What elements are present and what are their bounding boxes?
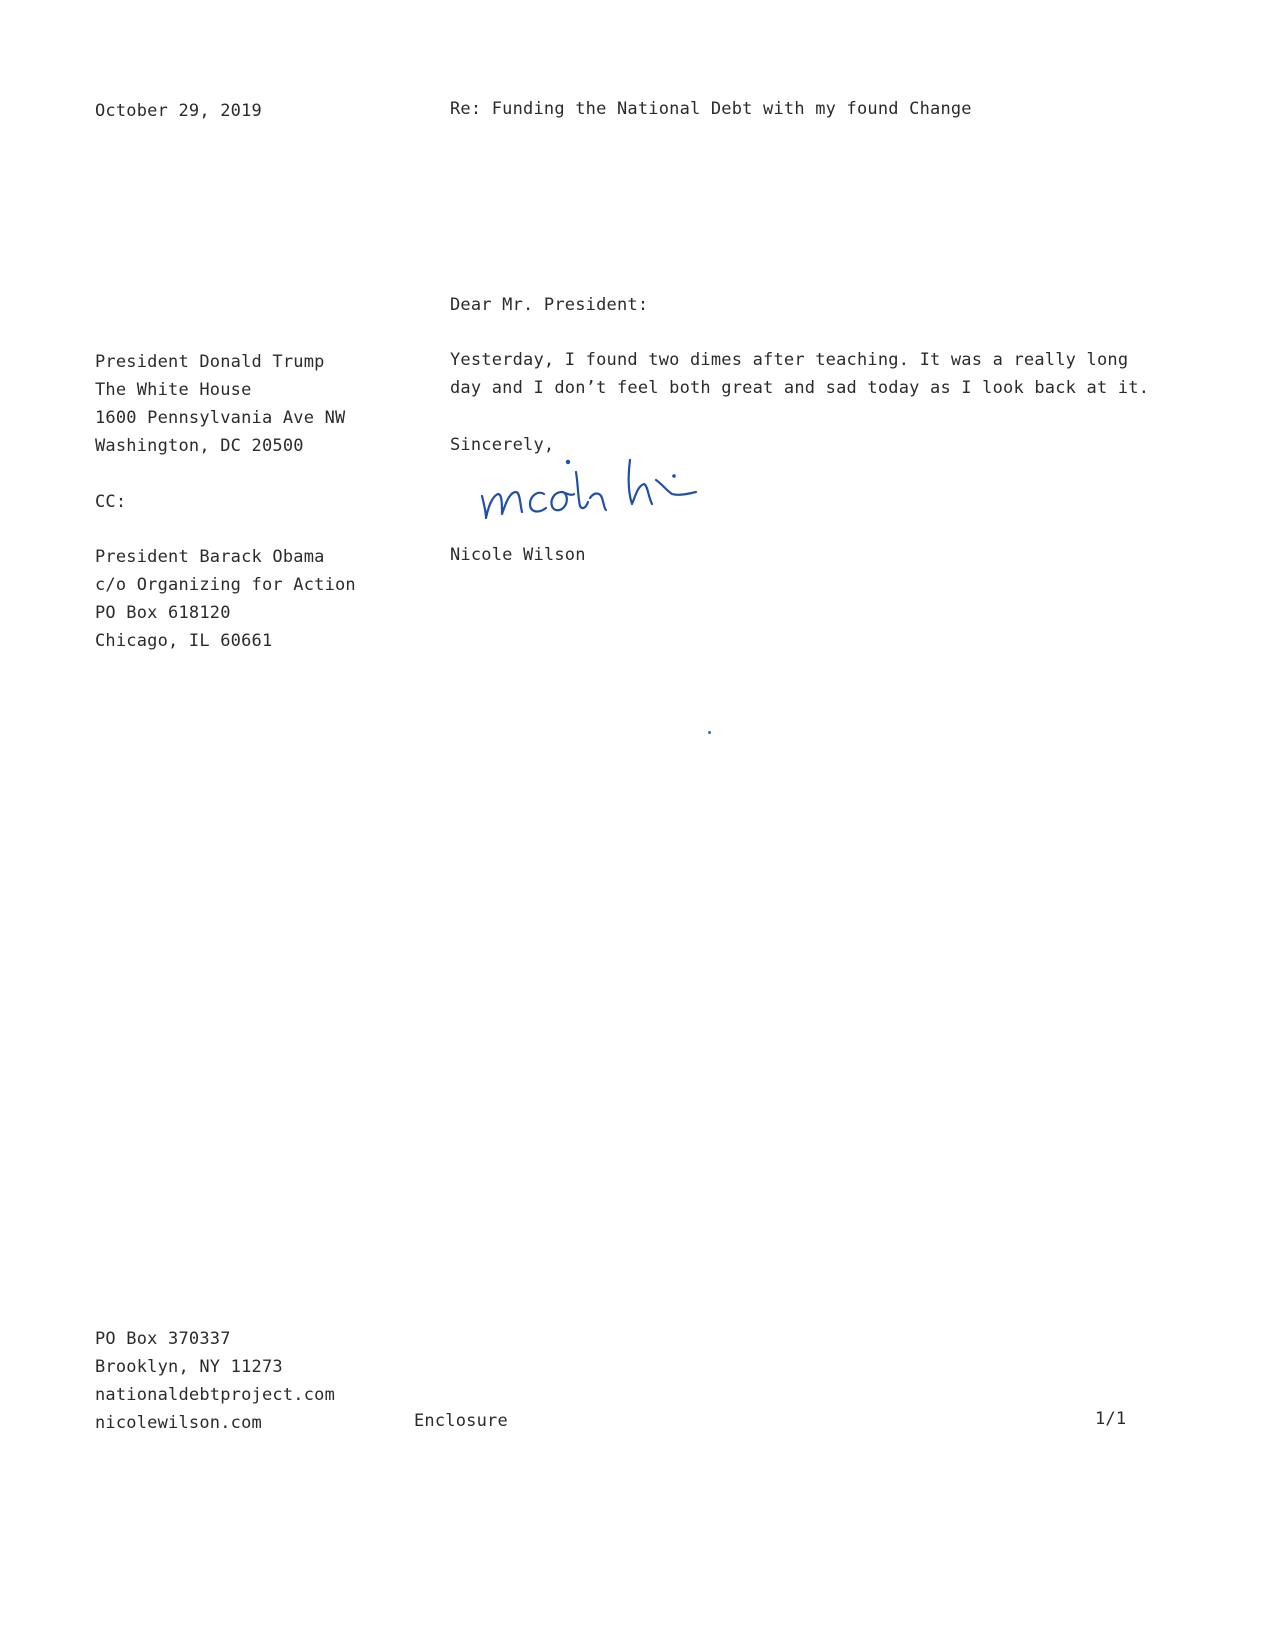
recipient-line: The White House <box>95 380 252 400</box>
sender-line: PO Box 370337 <box>95 1329 231 1349</box>
cc-line: PO Box 618120 <box>95 603 231 623</box>
letter-body <box>450 346 1149 402</box>
cc-line: c/o Organizing for Action <box>95 575 356 595</box>
signature-name: Nicole Wilson <box>450 545 586 565</box>
ink-speck <box>708 731 711 734</box>
page-number: 1/1 <box>1095 1409 1127 1429</box>
letter-date: October 29, 2019 <box>95 101 262 121</box>
sender-line: Brooklyn, NY 11273 <box>95 1357 283 1377</box>
recipient-line: President Donald Trump <box>95 352 325 372</box>
body-line: day and I don’t feel both great and sad today as I look back at it. <box>450 378 1150 398</box>
salutation: Dear Mr. President: <box>450 295 649 315</box>
recipient-address <box>95 348 345 460</box>
sender-address <box>95 1325 335 1437</box>
enclosure-note: Enclosure <box>414 1411 508 1431</box>
sender-line: nationaldebtproject.com <box>95 1385 336 1405</box>
sender-line: nicolewilson.com <box>95 1413 262 1433</box>
cc-address <box>95 543 356 655</box>
cc-label: CC: <box>95 492 127 512</box>
recipient-line: 1600 Pennsylvania Ave NW <box>95 408 346 428</box>
cc-line: President Barack Obama <box>95 547 325 567</box>
handwritten-signature <box>478 452 728 532</box>
cc-line: Chicago, IL 60661 <box>95 631 273 651</box>
recipient-line: Washington, DC 20500 <box>95 436 304 456</box>
body-line: Yesterday, I found two dimes after teaching. It was a really long <box>450 350 1129 370</box>
letter-subject: Re: Funding the National Debt with my found Change <box>450 99 972 119</box>
closing: Sincerely, <box>450 435 555 455</box>
